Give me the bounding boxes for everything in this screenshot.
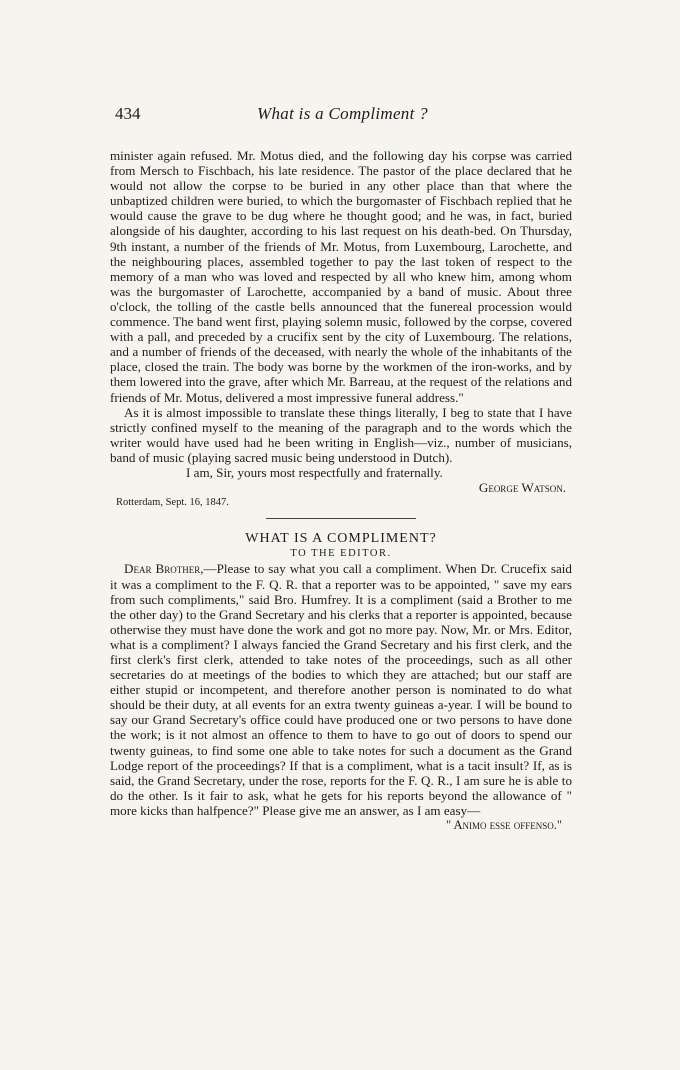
running-title: What is a Compliment ? bbox=[257, 104, 428, 123]
letter2-subtitle: TO THE EDITOR. bbox=[290, 548, 392, 560]
letter2-salutation: Dear Brother, bbox=[124, 561, 204, 577]
page-header bbox=[115, 104, 570, 128]
letter2-title: WHAT IS A COMPLIMENT? bbox=[245, 531, 437, 547]
section-divider bbox=[266, 518, 416, 519]
letter1-place-date: Rotterdam, Sept. 16, 1847. bbox=[116, 497, 229, 509]
letter1-closing: I am, Sir, yours most respectfully and fraternally. bbox=[186, 464, 443, 480]
letter2-motto: " Animo esse offenso." bbox=[445, 818, 562, 833]
letter1-paragraph-1: minister again refused. Mr. Motus died, and the following day his corpse was carried from Mersch to Fischbach, his late residence. The pastor of the place declared that he would not allow the corpse to be buried in any other place than that where the unbaptized children were buried, to which the burgomaster of Fischbach replied that he would cause the grave to be dug where he thought good; and he was, in fact, buried alongside of his daughter, according to his last request on his death-bed. On Thursday, 9th instant, a number of the friends of Mr. Motus, from Luxembourg, Larochette, and the neighbouring places, assembled together to pay the last token of respect to the memory of a man who was loved and respected by all who knew him, among whom was the burgomaster of Larochette, accompanied by a band of music. About three o'clock, the tolling of the castle bells announced that the funereal procession would commence. The band went first, playing solemn music, followed by the corpse, covered with a pall, and preceded by a crucifix sent by the city of Luxembourg. The relations, and a number of friends of the deceased, with nearly the whole of the inhabitants of the place, closed the train. The body was borne by the workmen of the iron-works, and by them lowered into the grave, after which Mr. Barreau, at the request of the relations and friends of Mr. Motus, delivered a most impressive funeral address." bbox=[110, 148, 572, 405]
letter2-body-paragraph bbox=[110, 561, 572, 818]
page-body bbox=[110, 148, 572, 833]
letter1-signature: George Watson. bbox=[478, 480, 566, 496]
letter1-paragraph-2: As it is almost impossible to translate these things literally, I beg to state that I have strictly confined myself to the meaning of the paragraph and to the words which the writer would have used had he been writing in English—viz., number of musicians, band of music (playing sacred music being understood in Dutch). bbox=[110, 404, 572, 465]
letter2-body: —Please to say what you call a compliment. When Dr. Crucefix said it was a compliment to the F. Q. R. that a reporter was to be appointed, " save my ears from such compliments," said Bro. Humfrey. It is a compliment (said a Brother to me the other day) to the Grand Secretary and his clerks that a reporter is appointed, because otherwise they must have done the work and got no more pay. Now, Mr. or Mrs. Editor, what is a compliment? I always fancied the Grand Secretary and his first clerk, and the first clerk's first clerk, attended to take notes of the proceedings, such as all other secretaries do at meetings of the bodies to which they are attached; but our staff are either stupid or incompetent, and therefore another person is nominated to do what should be their duty, at all events for an extra twenty guineas a-year. I will be bound to say our Grand Secretary's office could have produced one or two persons to have done the work; is it not almost an offence to them to have to go out of doors to spend our twenty guineas, to find some one able to take notes for such a document as the Grand Lodge report of the proceedings? If that is a compliment, what is a tacit insult? If, as is said, the Grand Secretary, under the rose, reports for the F. Q. R., I am sure he is able to do the other. Is it fair to ask, what he gets for his reports beyond the allowance of " more kicks than halfpence?" Please give me an answer, as I am easy— bbox=[110, 561, 572, 818]
page-number: 434 bbox=[115, 104, 141, 123]
